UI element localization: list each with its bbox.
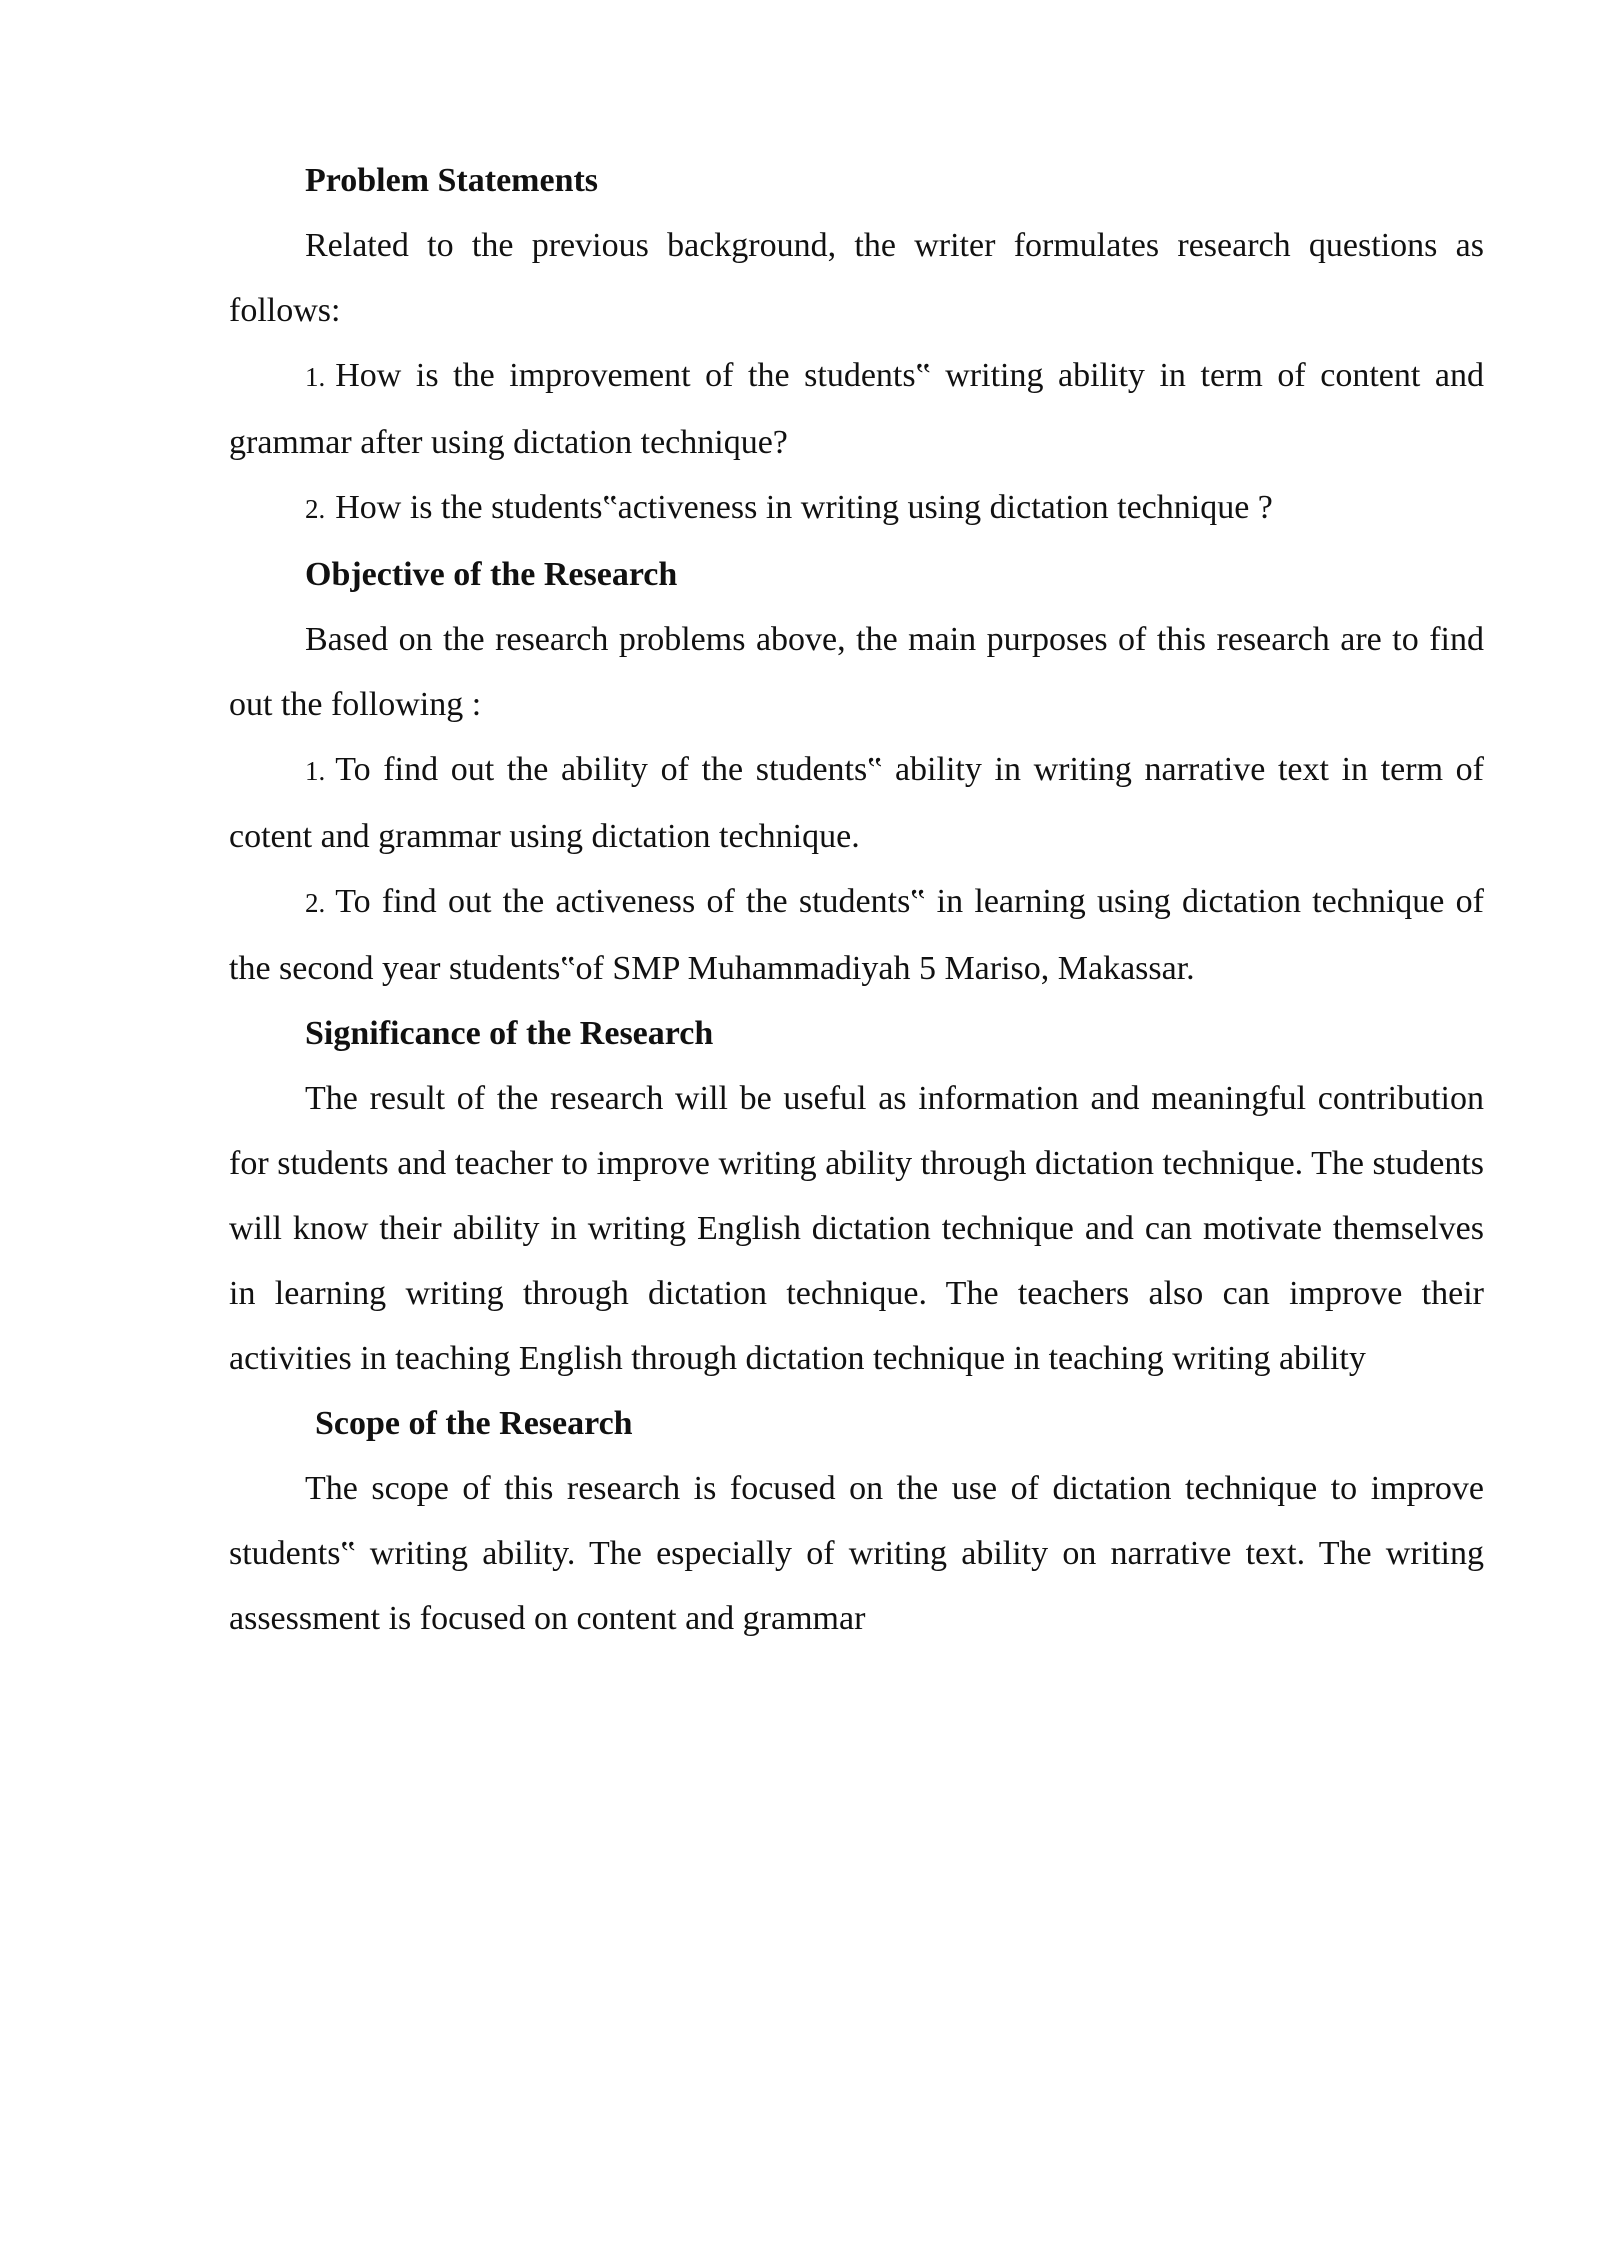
scope-body: The scope of this research is focused on the use of dictation technique to improve students‟ writing ability. The especially of writing ability on narrative text. The writing assessment is focused on content and grammar	[229, 1470, 1484, 1637]
list-number: 2.	[305, 494, 326, 524]
objective-item-2	[229, 869, 1484, 1001]
list-number: 1.	[305, 756, 326, 786]
list-item-text: How is the improvement of the students‟ writing ability in term of content and grammar after using dictation technique?	[229, 357, 1484, 461]
list-item-text: To find out the ability of the students‟ ability in writing narrative text in term of cotent and grammar using dictation technique.	[229, 751, 1484, 855]
objective-item-1	[229, 737, 1484, 869]
objective-heading: Objective of the Research	[305, 556, 678, 593]
scope-heading: Scope of the Research	[315, 1405, 633, 1442]
problem-item-1	[229, 343, 1484, 475]
list-item-text: To find out the activeness of the students‟ in learning using dictation technique of the second year students‟of SMP Muhammadiyah 5 Mariso, Makassar.	[229, 883, 1484, 987]
list-number: 2.	[305, 888, 326, 918]
list-item-text: How is the students‟activeness in writing using dictation technique ?	[335, 489, 1273, 526]
significance-heading: Significance of the Research	[305, 1015, 714, 1052]
objective-intro: Based on the research problems above, the main purposes of this research are to find out the following :	[229, 621, 1484, 723]
document-page	[229, 148, 1484, 1651]
problem-item-2	[229, 475, 1484, 542]
list-number: 1.	[305, 362, 326, 392]
significance-body: The result of the research will be useful as information and meaningful contribution for students and teacher to improve writing ability through dictation technique. The students will know their ability in writing English dictation technique and can motivate themselves in learning writing through dictation technique. The teachers also can improve their activities in teaching English through dictation technique in teaching writing ability	[229, 1080, 1484, 1377]
problem-statements-intro: Related to the previous background, the writer formulates research questions as follows:	[229, 227, 1484, 329]
problem-statements-heading: Problem Statements	[305, 162, 599, 199]
